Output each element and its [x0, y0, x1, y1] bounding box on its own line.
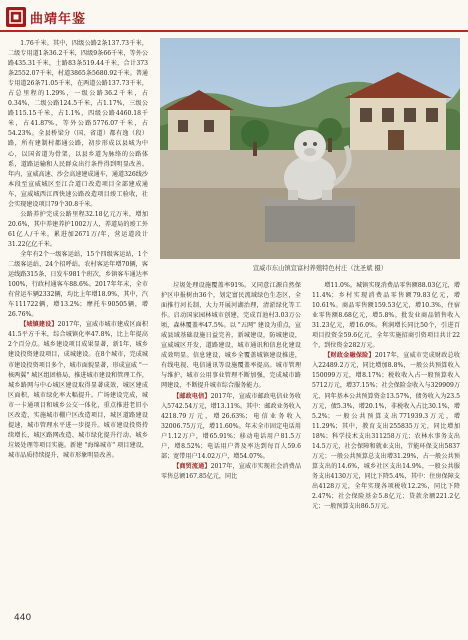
paragraph: 公路养护完成公路里程32.18亿元万米，增加20.6%，其中养建养护1002万人，养道局的竣工外61亿人/千米，累进加2671万/年，营运道段计31.22亿亿千米。 [8, 210, 148, 248]
page-header [0, 0, 468, 32]
photo-caption: 宣威市东山镇宣富村养殖特色村庄（沈圣斌 摄） [252, 265, 388, 272]
village-photo [160, 38, 460, 259]
text-column-1 [8, 39, 148, 461]
brand-title: 曲靖年鉴 [30, 12, 87, 27]
paragraph: 垃圾处理设施覆盖率91%。又同意江源自然保护区申报树由36个，划定富民流域绿色生态区，全面推行河长制，大力开展河湖治理，清淤绿化等工作。启动国家园林城市创建，完成百池村3.03万公顷，森林覆盖率47.5%。以 "五网" 建设为重点，宣威县域基础设施日益完善，新城建设，防城建设，宣威城区开发，道路建设，城市通讯和信息化建设成效明显。信息建设，城乡全覆盖城镇建设推进，有线电视、电信通讯等设施覆盖率提高。城市管理与维护，城市公用事业管理不断加强，完成城市路网建设，不断提升城市综合服务能力。 [161, 282, 301, 390]
paragraph: 全年有2个一级客运站，15个四级客运站，1个二级客运站，24个招呼站。农村客运年增70辆，客运线路315条，日发车981个班次，乡镇客车通达率100%，行政村通客车88.6%。2017年年末，全市有营运车辆2332辆，均比上年增18.9%，其中，汽车111722辆，增13.2%；摩托车90505辆，增26.76%。 [8, 250, 148, 319]
paragraph: 1.76千米。其中，四级公路2条137.73千米，二级专用道1条36.2千米，四级9条66千米，等外公路435.31千米，土路83条519.44千米，合计373条2552.07千米，村道3865条5680.92千米。普通专用道26条71.05千米，在两道公路137.73千米，占总里程的1.29%，一级公路36.2千米，占0.34%，二级公路124.5千米，占1.17%，三级公路115.15千米，占1.1%，四级公路4460.18千米，占41.87%，等外公路5776.07千米，占54.23%。全县桥梁分（国、省道）都有逸（段）路，所有建制村都通公路，初步形成以县城为中心，以国省道为骨架，以县乡道为脉络的公路体系，道路运输和人民群众出行条件得到明显改善。年内，宣威高速、沙会高速建成通车，通道326线沙本段至宣威城区至江合道口改造项目全部建成通车，宣威城西江西快速公路改造项目竣工验收，社会实现建设项目79个30.8千米。 [8, 40, 148, 208]
paragraph: 【商贸流通】2017年，宣威市实现社会消费品零售总额167.85亿元，同比 [161, 462, 301, 480]
page-number: 440 [14, 613, 32, 623]
paragraph: 增11.0%。城镇实现消费品零售额88.03亿元，增11.4%；乡村实现消费品零售额79.83亿元，增10.61%。商品零售额159.53亿元，增10.3%，住宿业零售额8.68亿元，增5.8%。批发业商品销售收入31.23亿元，增16.0%。利润增长同比50个，引进百项目投资金59.6亿元，全年实施招商引资项目共计22个，到位资金282万元。 [312, 282, 460, 350]
text-column-3 [312, 281, 460, 512]
section-heading: 【城镇建设】 [20, 321, 58, 329]
paragraph: 【财政金融保险】2017年，宣威市完成财政总收入22489.2万元，同比增加8.8%，一般公共预算收入150099万元，增8.17%；税收收入占一般预算收入5712万元，增37.15%；社会保险金收入与329909万元，同年基本公共预算资金13.57%，债务收入为23.5万元，债5.3%，增20.1%，非税收入占比30.1%，增5.2%；一般公共预算支出771939.3万元，增11.29%；其中，教育支出255835万元，同比增加18%；科学技术支出311258万元；农林水事务支出14.5万元，社会保障和就业支出，节能环保支出5837万元；一般公共预算总支出增31.29%，占一般公共预算支出的14.6%，城乡社区支出14.9%，一般公共服务支出4130万元，同比下降5.4%，其中：住房保障支出4128万元，全年实现各项税收12.2%，同比下降2.47%；社会保险基金5.8亿元；贷款余额221.2亿元；一般预算支出86.5万元。 [312, 352, 460, 511]
header-rule [0, 30, 468, 32]
section-heading: 【财政金融保险】 [324, 352, 375, 360]
yearbook-logo-icon [6, 7, 26, 27]
paragraph: 【邮政电信】2017年，宣威市邮政电信业务收入5742.54万元，增13.11%。其中：邮政业务收入4218.79万元，增26.63%；电信业务收入32006.75万元，增11.60%。年末全市固定电话用户1.12万户，增65.91%；移动电话用户81.5万户，增8.52%；电话用户普及率达到每百人59.6部；宽带用户14.02万户，增54.07%。 [161, 392, 301, 460]
section-heading: 【邮政电信】 [173, 392, 211, 400]
paragraph: 【城镇建设】2017年，宣威市城市建成区面积41.5平方千米，综合城镇化率47.8%，比上年提高2个百分点。城乡建设项目成果显著，新1年，城乡建设投资建设项目，成城建设。在8个城市，完成城市建设投资项目多个，城市面貌显著，形成宣威 "一核两翼" 城区组团格局，推进城市建设和管理工作，城乡路网与中心城区建设取得显著成效，城区建成区面积，城市绿化率大幅提升。广场建设完成，城市一卡通项目和城乡公交一体化，重点推进老旧小区改造，实施城市棚户区改造项目，城区道路建设提速，城市管理水平进一步提升。城市建设投资持续增长，城区路网改造、城市绿化提升行动、城乡垃圾处理等项目实施。新建 "海绵城市" 项目建设，城市品质持续提升，城市形象明显改善。 [8, 321, 148, 459]
text-column-2 [161, 281, 301, 482]
section-heading: 【商贸流通】 [173, 462, 211, 470]
